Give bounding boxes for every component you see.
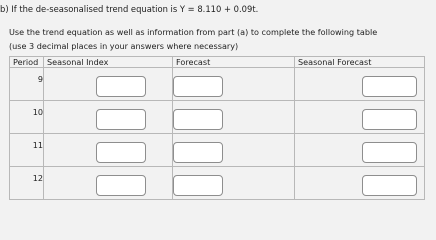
period-cell: 12 — [10, 162, 44, 195]
seasonal-index-input[interactable] — [96, 76, 146, 97]
seasonal-index-input[interactable] — [96, 142, 146, 163]
forecast-input[interactable] — [173, 76, 223, 97]
table-row — [10, 167, 425, 200]
header-seasonal-forecast: Seasonal Forecast — [295, 57, 425, 68]
table-row — [10, 134, 425, 167]
forecast-input[interactable] — [173, 175, 223, 196]
header-period: Period — [10, 57, 44, 68]
period-cell: 9 — [10, 63, 44, 96]
seasonal-forecast-input[interactable] — [362, 175, 417, 196]
period-cell: 11 — [10, 129, 44, 162]
table-header-row — [10, 57, 425, 68]
seasonal-forecast-input[interactable] — [362, 109, 417, 130]
instructions — [9, 25, 377, 53]
question-text: b) If the de-seasonalised trend equation is Y = 8.110 + 0.09t. — [0, 4, 259, 14]
forecast-input[interactable] — [173, 142, 223, 163]
header-forecast: Forecast — [173, 57, 295, 68]
seasonal-forecast-input[interactable] — [362, 76, 417, 97]
forecast-input[interactable] — [173, 109, 223, 130]
forecast-table — [9, 56, 425, 200]
seasonal-index-input[interactable] — [96, 175, 146, 196]
instruction-line-1: Use the trend equation as well as information from part (a) to complete the following table — [9, 27, 378, 37]
seasonal-forecast-input[interactable] — [362, 142, 417, 163]
period-cell: 10 — [10, 96, 44, 129]
table-row — [10, 68, 425, 101]
header-seasonal-index: Seasonal Index — [44, 57, 173, 68]
seasonal-index-input[interactable] — [96, 109, 146, 130]
table-row — [10, 101, 425, 134]
instruction-line-2: (use 3 decimal places in your answers where necessary) — [9, 41, 239, 51]
